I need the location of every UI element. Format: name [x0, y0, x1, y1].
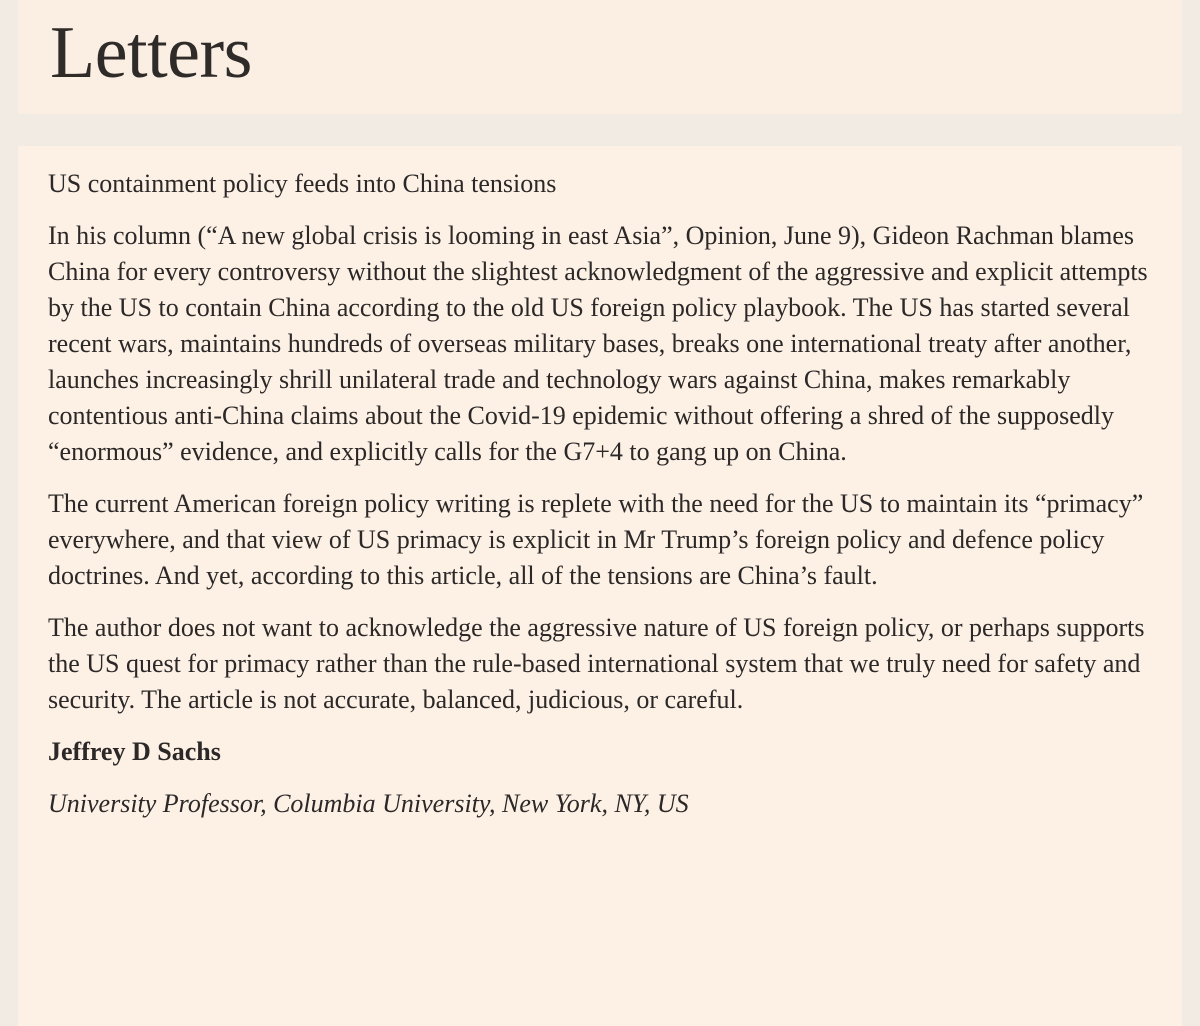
letter-panel [18, 146, 1182, 1026]
author-name: Jeffrey D Sachs [48, 737, 221, 766]
masthead-panel [18, 0, 1182, 114]
letter-paragraph-1: In his column (“A new global crisis is looming in east Asia”, Opinion, June 9), Gideon Rachman blames China for every controversy without the slightest acknowledgment of the aggressive and explicit attempts by the US to contain China according to the old US foreign policy playbook. The US has started several recent wars, maintains hundreds of overseas military bases, breaks one international treaty after another, launches increasingly shrill unilateral trade and technology wars against China, makes remarkably contentious anti-China claims about the Covid-19 epidemic without offering a shred of the supposedly “enormous” evidence, and explicitly calls for the G7+4 to gang up on China. [48, 221, 1148, 466]
author-affiliation: University Professor, Columbia University, New York, NY, US [48, 789, 689, 818]
section-title: Letters [50, 12, 252, 94]
letter-headline: US containment policy feeds into China tensions [48, 169, 557, 198]
letter-paragraph-2: The current American foreign policy writing is replete with the need for the US to maintain its “primacy” everywhere, and that view of US primacy is explicit in Mr Trump’s foreign policy and defence policy doctrines. And yet, according to this article, all of the tensions are China’s fault. [48, 489, 1144, 590]
letter-paragraph-3: The author does not want to acknowledge the aggressive nature of US foreign policy, or perhaps supports the US quest for primacy rather than the rule-based international system that we truly need for safety and security. The article is not accurate, balanced, judicious, or careful. [48, 613, 1145, 714]
letter-body [48, 166, 1164, 822]
